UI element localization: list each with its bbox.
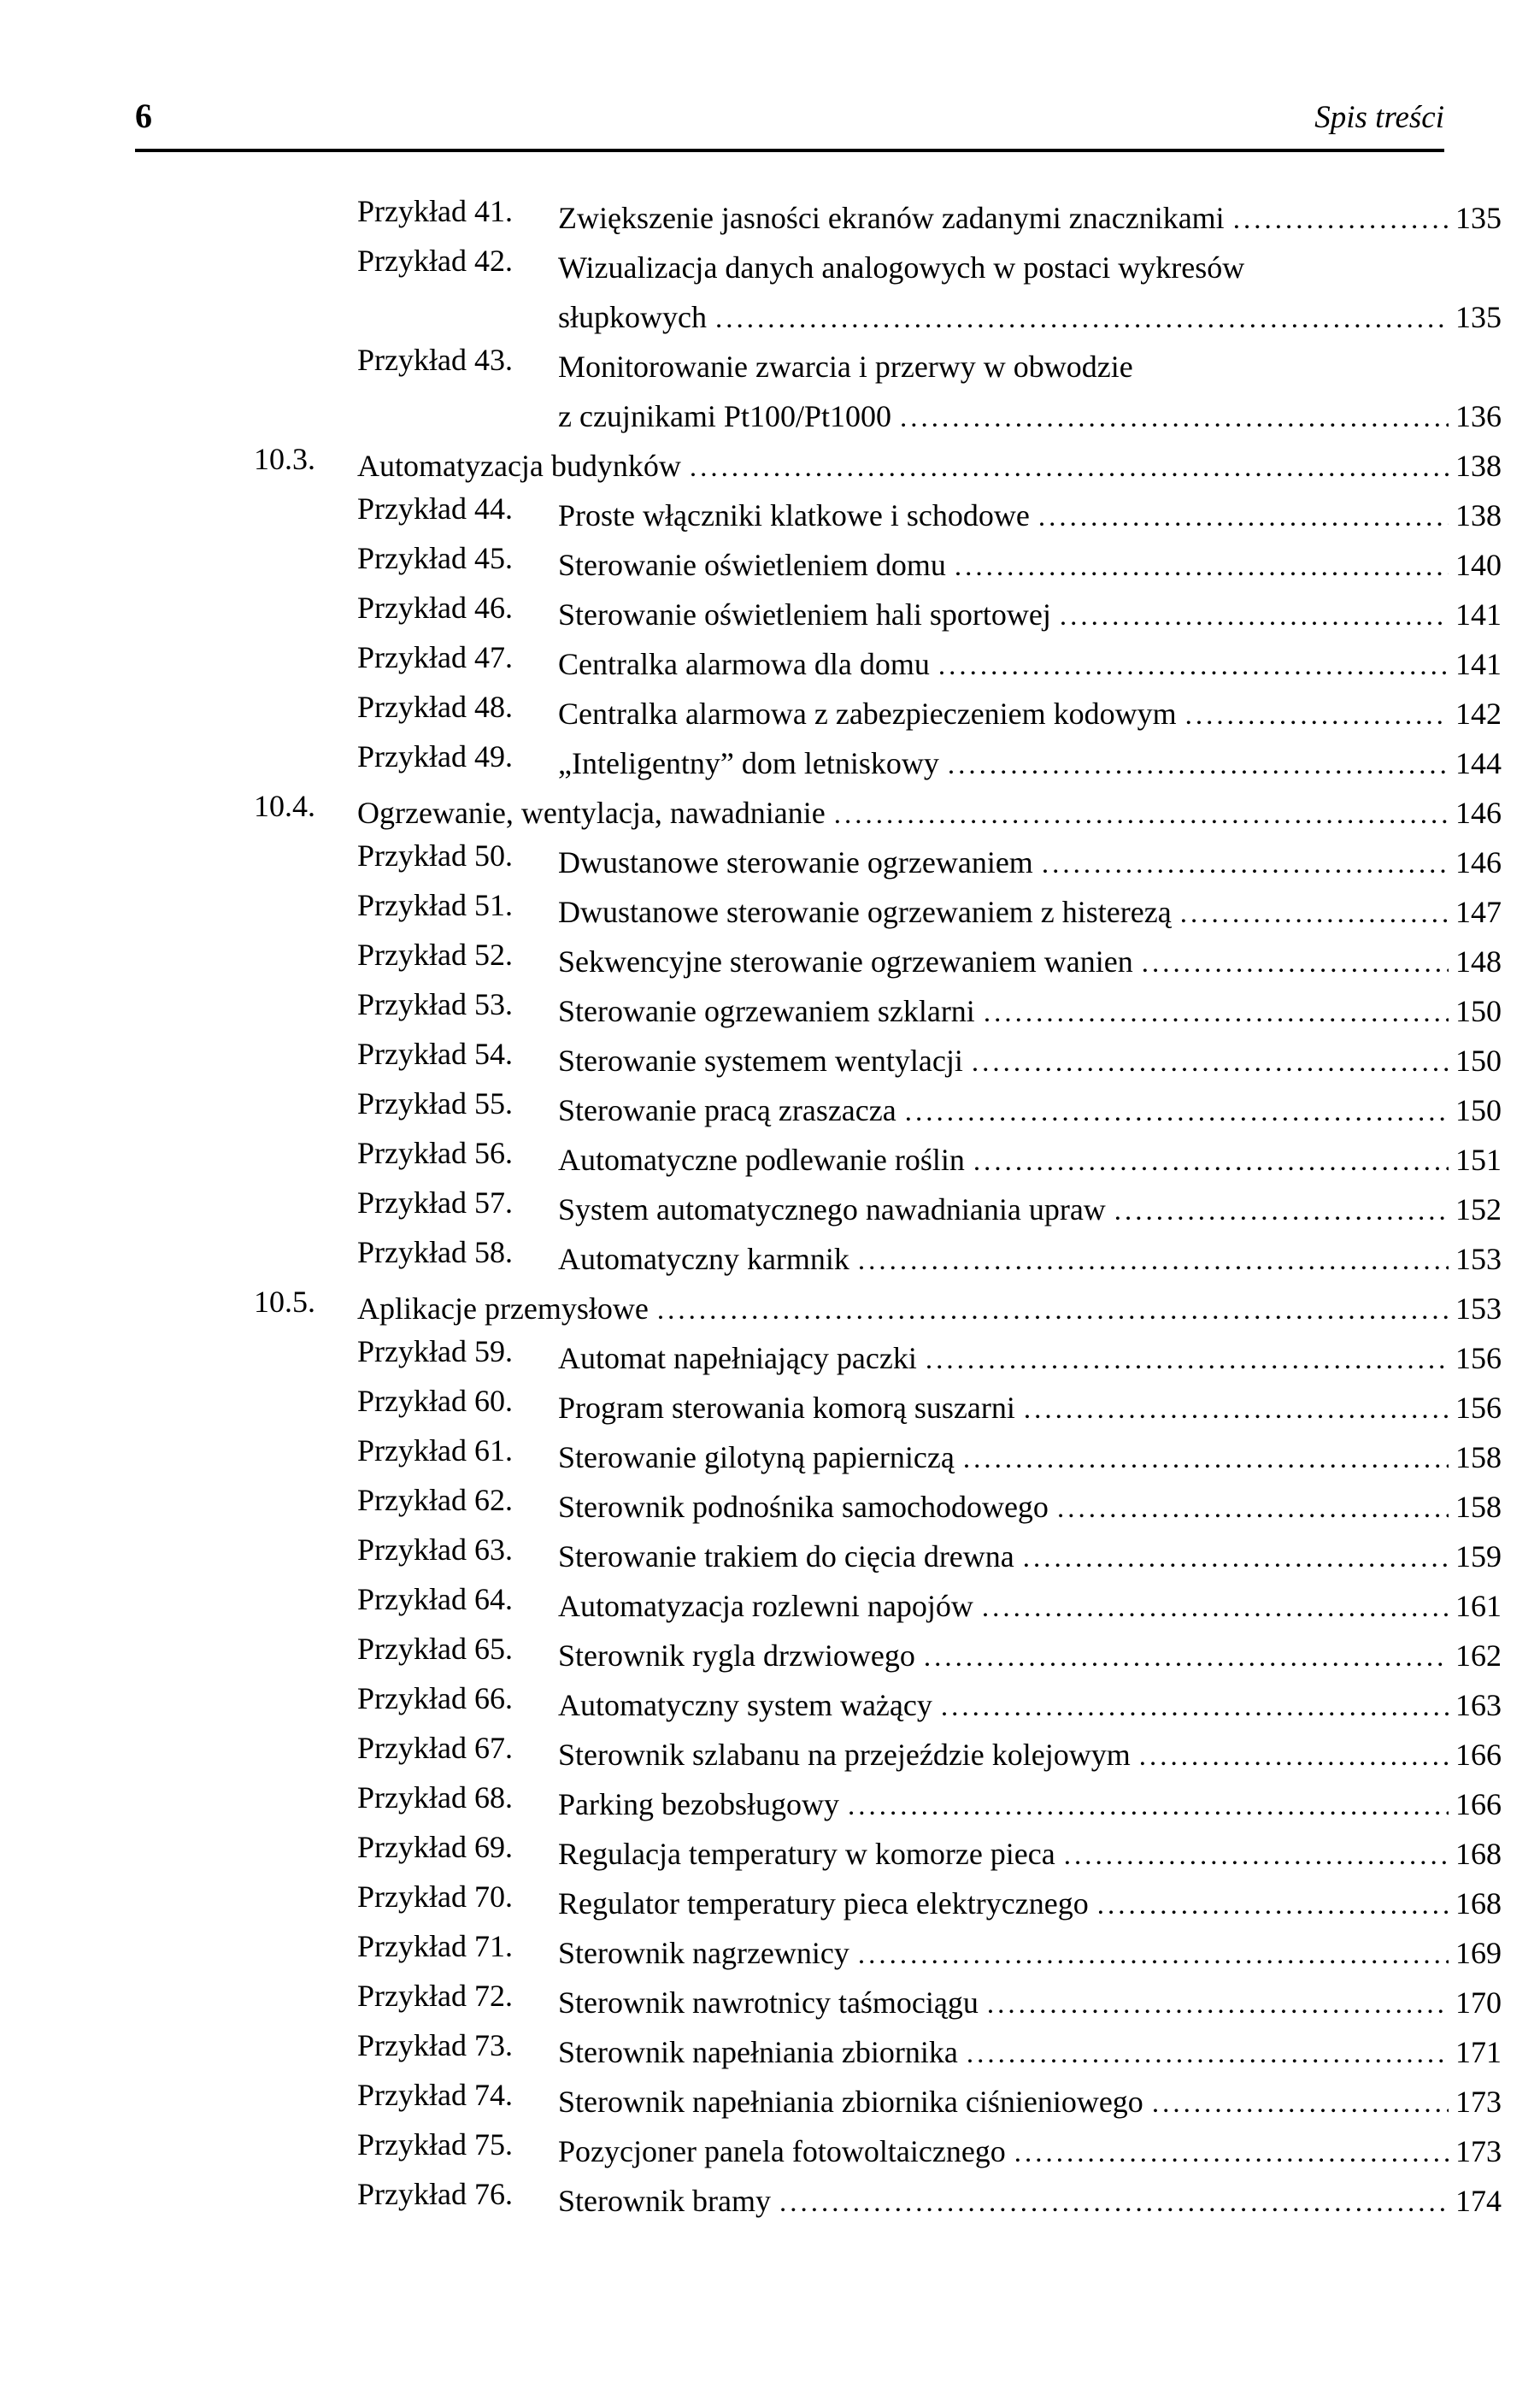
entry-title: Parking bezobsługowy: [558, 1787, 839, 1821]
entry-body: [558, 1333, 1502, 1383]
entry-label: Przykład 55.: [357, 1086, 513, 1121]
entry-line: [558, 1482, 1502, 1532]
entry-page-number: 148: [1455, 944, 1502, 979]
entry-label: Przykład 76.: [357, 2177, 513, 2211]
entry-line: [558, 342, 1502, 391]
entry-line: [558, 1135, 1502, 1185]
entry-title: Sterowanie oświetleniem hali sportowej: [558, 597, 1051, 632]
entry-page-number: 163: [1455, 1688, 1502, 1722]
entry-body: [558, 1978, 1502, 2027]
dot-leader: [715, 292, 1449, 344]
entry-label: Przykład 52.: [357, 938, 513, 972]
entry-label: Przykład 72.: [357, 1979, 513, 2013]
header-rule: [135, 149, 1444, 152]
dot-leader: [848, 1779, 1449, 1831]
entry-line: [558, 540, 1502, 590]
entry-body: [558, 1779, 1502, 1829]
entry-line: [558, 1085, 1502, 1135]
page-number: 6: [135, 97, 152, 135]
dot-leader: [972, 1036, 1449, 1087]
entry-body: [558, 2176, 1502, 2226]
entry-line: [558, 1631, 1502, 1680]
entry-label: Przykład 68.: [357, 1780, 513, 1815]
entry-page-number: 166: [1455, 1738, 1502, 1772]
toc-example-entry: [135, 1779, 1502, 1829]
toc-example-entry: [135, 342, 1502, 441]
entry-page-number: 168: [1455, 1837, 1502, 1871]
dot-leader: [905, 1085, 1449, 1137]
toc-example-entry: [135, 2176, 1502, 2226]
toc-example-entry: [135, 1333, 1502, 1383]
entry-body: [558, 1482, 1502, 1532]
toc-example-entry: [135, 590, 1502, 639]
entry-label: Przykład 41.: [357, 194, 513, 228]
entry-body: [357, 441, 1502, 491]
entry-label: Przykład 73.: [357, 2028, 513, 2062]
dot-leader: [1185, 689, 1449, 740]
entry-page-number: 158: [1455, 1440, 1502, 1474]
entry-page-number: 146: [1455, 845, 1502, 879]
entry-line: [558, 1333, 1502, 1383]
entry-page-number: 156: [1455, 1391, 1502, 1425]
entry-page-number: 138: [1455, 449, 1502, 483]
entry-label: Przykład 71.: [357, 1929, 513, 1963]
dot-leader: [1057, 1482, 1449, 1533]
running-head: Spis treści: [1314, 100, 1444, 135]
entry-title: Automatyczny system ważący: [558, 1688, 932, 1722]
entry-label: Przykład 61.: [357, 1433, 513, 1468]
toc-section-entry: [135, 1284, 1502, 1333]
toc-example-entry: [135, 193, 1502, 243]
entry-line: [558, 1730, 1502, 1779]
entry-title: Sterowanie oświetleniem domu: [558, 548, 946, 582]
dot-leader: [1180, 887, 1449, 938]
entry-title: Sterowanie gilotyną papierniczą: [558, 1440, 955, 1474]
toc-example-entry: [135, 1680, 1502, 1730]
entry-page-number: 171: [1455, 2035, 1502, 2069]
entry-page-number: 150: [1455, 1044, 1502, 1078]
toc-example-entry: [135, 1928, 1502, 1978]
entry-body: [558, 2077, 1502, 2126]
entry-label: Przykład 44.: [357, 491, 513, 526]
dot-leader: [948, 738, 1449, 790]
entry-label: 10.4.: [254, 789, 315, 823]
entry-line: [558, 391, 1502, 441]
entry-page-number: 173: [1455, 2085, 1502, 2119]
entry-body: [558, 1928, 1502, 1978]
entry-body: [558, 1085, 1502, 1135]
entry-page-number: 168: [1455, 1886, 1502, 1921]
dot-leader: [955, 540, 1449, 591]
entry-body: [558, 1631, 1502, 1680]
dot-leader: [1038, 491, 1449, 542]
entry-label: Przykład 65.: [357, 1632, 513, 1666]
entry-label: Przykład 58.: [357, 1235, 513, 1269]
dot-leader: [1152, 2077, 1449, 2128]
entry-page-number: 166: [1455, 1787, 1502, 1821]
entry-title: Aplikacje przemysłowe: [357, 1291, 649, 1326]
entry-line: [558, 1383, 1502, 1432]
entry-body: [558, 1532, 1502, 1581]
entry-line: [558, 1581, 1502, 1631]
entry-label: Przykład 42.: [357, 244, 513, 278]
entry-title: Zwiększenie jasności ekranów zadanymi znacznikami: [558, 201, 1225, 235]
dot-leader: [938, 639, 1449, 691]
entry-label: Przykład 69.: [357, 1830, 513, 1864]
entry-body: [558, 1234, 1502, 1284]
entry-label: Przykład 49.: [357, 739, 513, 774]
entry-title: Program sterowania komorą suszarni: [558, 1391, 1015, 1425]
entry-body: [558, 1581, 1502, 1631]
entry-label: Przykład 75.: [357, 2127, 513, 2162]
entry-line: [558, 193, 1502, 243]
toc-example-entry: [135, 540, 1502, 590]
dot-leader: [834, 788, 1449, 839]
entry-body: [558, 1135, 1502, 1185]
dot-leader: [1023, 1532, 1449, 1583]
entry-title: Automat napełniający paczki: [558, 1341, 917, 1375]
entry-page-number: 174: [1455, 2184, 1502, 2218]
entry-title: Sterownik napełniania zbiornika: [558, 2035, 958, 2069]
entry-body: [558, 2126, 1502, 2176]
dot-leader: [690, 441, 1449, 492]
entry-page-number: 141: [1455, 597, 1502, 632]
entry-body: [558, 1879, 1502, 1928]
entry-line: [558, 1879, 1502, 1928]
entry-line: [558, 2027, 1502, 2077]
toc-example-entry: [135, 1978, 1502, 2027]
dot-leader: [1139, 1730, 1449, 1781]
entry-title: Monitorowanie zwarcia i przerwy w obwodzie: [558, 350, 1133, 384]
dot-leader: [941, 1680, 1449, 1732]
entry-page-number: 140: [1455, 548, 1502, 582]
toc-example-entry: [135, 738, 1502, 788]
dot-leader: [1097, 1879, 1449, 1930]
toc-example-entry: [135, 491, 1502, 540]
entry-title: Proste włączniki klatkowe i schodowe: [558, 498, 1030, 532]
entry-title: System automatycznego nawadniania upraw: [558, 1192, 1106, 1226]
entry-page-number: 153: [1455, 1291, 1502, 1326]
entry-page-number: 169: [1455, 1936, 1502, 1970]
entry-line: [558, 1532, 1502, 1581]
entry-label: Przykład 46.: [357, 591, 513, 625]
entry-title: Automatyzacja budynków: [357, 449, 681, 483]
toc-example-entry: [135, 1432, 1502, 1482]
entry-title: Automatyzacja rozlewni napojów: [558, 1589, 973, 1623]
entry-page-number: 153: [1455, 1242, 1502, 1276]
entry-page-number: 158: [1455, 1490, 1502, 1524]
entry-page-number: 150: [1455, 1093, 1502, 1127]
entry-body: [558, 342, 1502, 441]
entry-line: [558, 986, 1502, 1036]
entry-title: Centralka alarmowa z zabezpieczeniem kodowym: [558, 697, 1177, 731]
entry-label: Przykład 50.: [357, 838, 513, 873]
entry-label: Przykład 74.: [357, 2078, 513, 2112]
entry-page-number: 141: [1455, 647, 1502, 681]
entry-label: Przykład 67.: [357, 1731, 513, 1765]
dot-leader: [987, 1978, 1449, 2029]
entry-page-number: 173: [1455, 2134, 1502, 2168]
entry-title: Automatyczny karmnik: [558, 1242, 849, 1276]
entry-title: Sterownik szlabanu na przejeździe kolejowym: [558, 1738, 1131, 1772]
entry-line: [357, 1284, 1502, 1333]
entry-label: Przykład 60.: [357, 1384, 513, 1418]
toc-example-entry: [135, 838, 1502, 887]
toc-example-entry: [135, 1383, 1502, 1432]
entry-body: [558, 540, 1502, 590]
entry-line: [558, 937, 1502, 986]
entry-page-number: 150: [1455, 994, 1502, 1028]
entry-label: 10.5.: [254, 1285, 315, 1319]
entry-line: [558, 639, 1502, 689]
toc-example-entry: [135, 937, 1502, 986]
toc-example-entry: [135, 689, 1502, 738]
entry-body: [558, 738, 1502, 788]
dot-leader: [657, 1284, 1449, 1335]
entry-body: [558, 639, 1502, 689]
entry-label: Przykład 45.: [357, 541, 513, 575]
entry-page-number: 144: [1455, 746, 1502, 780]
entry-page-number: 151: [1455, 1143, 1502, 1177]
entry-title: Sterownik napełniania zbiornika ciśnieniowego: [558, 2085, 1143, 2119]
dot-leader: [926, 1333, 1449, 1385]
entry-body: [558, 590, 1502, 639]
entry-line: [558, 1234, 1502, 1284]
entry-body: [558, 1680, 1502, 1730]
entry-body: [558, 1383, 1502, 1432]
entry-page-number: 138: [1455, 498, 1502, 532]
entry-line: [558, 2176, 1502, 2226]
entry-page-number: 159: [1455, 1539, 1502, 1574]
entry-title: Sekwencyjne sterowanie ogrzewaniem wanien: [558, 944, 1133, 979]
dot-leader: [1014, 2126, 1449, 2178]
entry-label: Przykład 54.: [357, 1037, 513, 1071]
entry-label: Przykład 64.: [357, 1582, 513, 1616]
toc-example-entry: [135, 1085, 1502, 1135]
entry-body: [558, 491, 1502, 540]
dot-leader: [982, 1581, 1449, 1632]
entry-line: [357, 788, 1502, 838]
entry-label: Przykład 43.: [357, 343, 513, 377]
entry-body: [558, 1185, 1502, 1234]
entry-line: [558, 590, 1502, 639]
toc-example-entry: [135, 1532, 1502, 1581]
entry-title: Regulator temperatury pieca elektrycznego: [558, 1886, 1089, 1921]
entry-line: [558, 689, 1502, 738]
entry-line: [558, 1036, 1502, 1085]
entry-label: Przykład 70.: [357, 1879, 513, 1914]
dot-leader: [967, 2027, 1449, 2079]
entry-title: Sterowanie pracą zraszacza: [558, 1093, 896, 1127]
entry-body: [558, 937, 1502, 986]
entry-body: [558, 838, 1502, 887]
dot-leader: [984, 986, 1449, 1038]
entry-title: Dwustanowe sterowanie ogrzewaniem z histerezą: [558, 895, 1172, 929]
entry-label: Przykład 57.: [357, 1185, 513, 1220]
entry-body: [558, 2027, 1502, 2077]
entry-page-number: 162: [1455, 1638, 1502, 1673]
entry-title: Pozycjoner panela fotowoltaicznego: [558, 2134, 1006, 2168]
dot-leader: [1042, 838, 1449, 889]
entry-body: [357, 1284, 1502, 1333]
dot-leader: [973, 1135, 1449, 1186]
entry-line: [357, 441, 1502, 491]
entry-line: [558, 1829, 1502, 1879]
toc-section-entry: [135, 788, 1502, 838]
entry-line: [558, 2077, 1502, 2126]
entry-page-number: 161: [1455, 1589, 1502, 1623]
entry-label: 10.3.: [254, 442, 315, 476]
dot-leader: [779, 2176, 1449, 2227]
entry-label: Przykład 56.: [357, 1136, 513, 1170]
toc-example-entry: [135, 1185, 1502, 1234]
entry-label: Przykład 47.: [357, 640, 513, 674]
dot-leader: [924, 1631, 1449, 1682]
dot-leader: [1233, 193, 1449, 244]
entry-title-continuation: słupkowych: [558, 300, 707, 334]
entry-body: [558, 689, 1502, 738]
entry-line: [558, 1978, 1502, 2027]
entry-line: [558, 2126, 1502, 2176]
entry-page-number: 170: [1455, 1985, 1502, 2020]
entry-page-number: 135: [1455, 201, 1502, 235]
entry-title: Sterownik podnośnika samochodowego: [558, 1490, 1049, 1524]
entry-line: [558, 491, 1502, 540]
entry-line: [558, 1928, 1502, 1978]
toc-example-entry: [135, 887, 1502, 937]
entry-title: Centralka alarmowa dla domu: [558, 647, 930, 681]
dot-leader: [1142, 937, 1449, 988]
toc-example-entry: [135, 2027, 1502, 2077]
dot-leader: [1060, 590, 1449, 641]
dot-leader: [858, 1928, 1449, 1979]
entry-title: Dwustanowe sterowanie ogrzewaniem: [558, 845, 1033, 879]
entry-body: [558, 1036, 1502, 1085]
entry-title: Automatyczne podlewanie roślin: [558, 1143, 965, 1177]
entry-body: [558, 1432, 1502, 1482]
entry-line: [558, 1779, 1502, 1829]
toc-example-entry: [135, 2077, 1502, 2126]
entry-label: Przykład 51.: [357, 888, 513, 922]
entry-title: Sterownik nagrzewnicy: [558, 1936, 849, 1970]
toc-example-entry: [135, 1482, 1502, 1532]
entry-title: Regulacja temperatury w komorze pieca: [558, 1837, 1055, 1871]
toc-example-entry: [135, 639, 1502, 689]
entry-title: „Inteligentny” dom letniskowy: [558, 746, 939, 780]
dot-leader: [858, 1234, 1449, 1285]
entry-label: Przykład 48.: [357, 690, 513, 724]
entry-page-number: 152: [1455, 1192, 1502, 1226]
toc-section-entry: [135, 441, 1502, 491]
entry-body: [357, 788, 1502, 838]
toc-example-entry: [135, 1036, 1502, 1085]
entry-label: Przykład 63.: [357, 1532, 513, 1567]
entry-line: [558, 1680, 1502, 1730]
entry-line: [558, 887, 1502, 937]
entry-title: Ogrzewanie, wentylacja, nawadnianie: [357, 796, 826, 830]
entry-title: Sterownik rygla drzwiowego: [558, 1638, 915, 1673]
dot-leader: [1064, 1829, 1449, 1880]
toc-example-entry: [135, 1581, 1502, 1631]
page-header: [135, 96, 1444, 136]
entry-line: [558, 292, 1502, 342]
toc-example-entry: [135, 1829, 1502, 1879]
toc-example-entry: [135, 1631, 1502, 1680]
toc-example-entry: [135, 1234, 1502, 1284]
entry-line: [558, 1432, 1502, 1482]
entry-label: Przykład 62.: [357, 1483, 513, 1517]
toc-example-entry: [135, 1135, 1502, 1185]
entry-body: [558, 193, 1502, 243]
toc-example-entry: [135, 243, 1502, 342]
toc-list: [135, 193, 1502, 2226]
dot-leader: [963, 1432, 1449, 1484]
dot-leader: [1024, 1383, 1449, 1434]
toc-example-entry: [135, 1730, 1502, 1779]
entry-title: Wizualizacja danych analogowych w postaci wykresów: [558, 250, 1245, 285]
entry-page-number: 147: [1455, 895, 1502, 929]
dot-leader: [900, 391, 1449, 443]
entry-title: Sterownik nawrotnicy taśmociągu: [558, 1985, 979, 2020]
entry-page-number: 156: [1455, 1341, 1502, 1375]
entry-label: Przykład 53.: [357, 987, 513, 1021]
entry-title: Sterowanie trakiem do cięcia drewna: [558, 1539, 1014, 1574]
entry-title-continuation: z czujnikami Pt100/Pt1000: [558, 399, 891, 433]
entry-label: Przykład 59.: [357, 1334, 513, 1368]
entry-body: [558, 986, 1502, 1036]
entry-line: [558, 243, 1502, 292]
entry-title: Sterownik bramy: [558, 2184, 771, 2218]
entry-line: [558, 1185, 1502, 1234]
entry-page-number: 142: [1455, 697, 1502, 731]
entry-page-number: 136: [1455, 399, 1502, 433]
toc-example-entry: [135, 2126, 1502, 2176]
entry-title: Sterowanie ogrzewaniem szklarni: [558, 994, 975, 1028]
entry-title: Sterowanie systemem wentylacji: [558, 1044, 963, 1078]
toc-example-entry: [135, 1879, 1502, 1928]
entry-label: Przykład 66.: [357, 1681, 513, 1715]
entry-body: [558, 1829, 1502, 1879]
entry-line: [558, 838, 1502, 887]
dot-leader: [1114, 1185, 1449, 1236]
entry-page-number: 146: [1455, 796, 1502, 830]
entry-body: [558, 1730, 1502, 1779]
toc-example-entry: [135, 986, 1502, 1036]
entry-body: [558, 243, 1502, 342]
entry-line: [558, 738, 1502, 788]
entry-page-number: 135: [1455, 300, 1502, 334]
entry-body: [558, 887, 1502, 937]
